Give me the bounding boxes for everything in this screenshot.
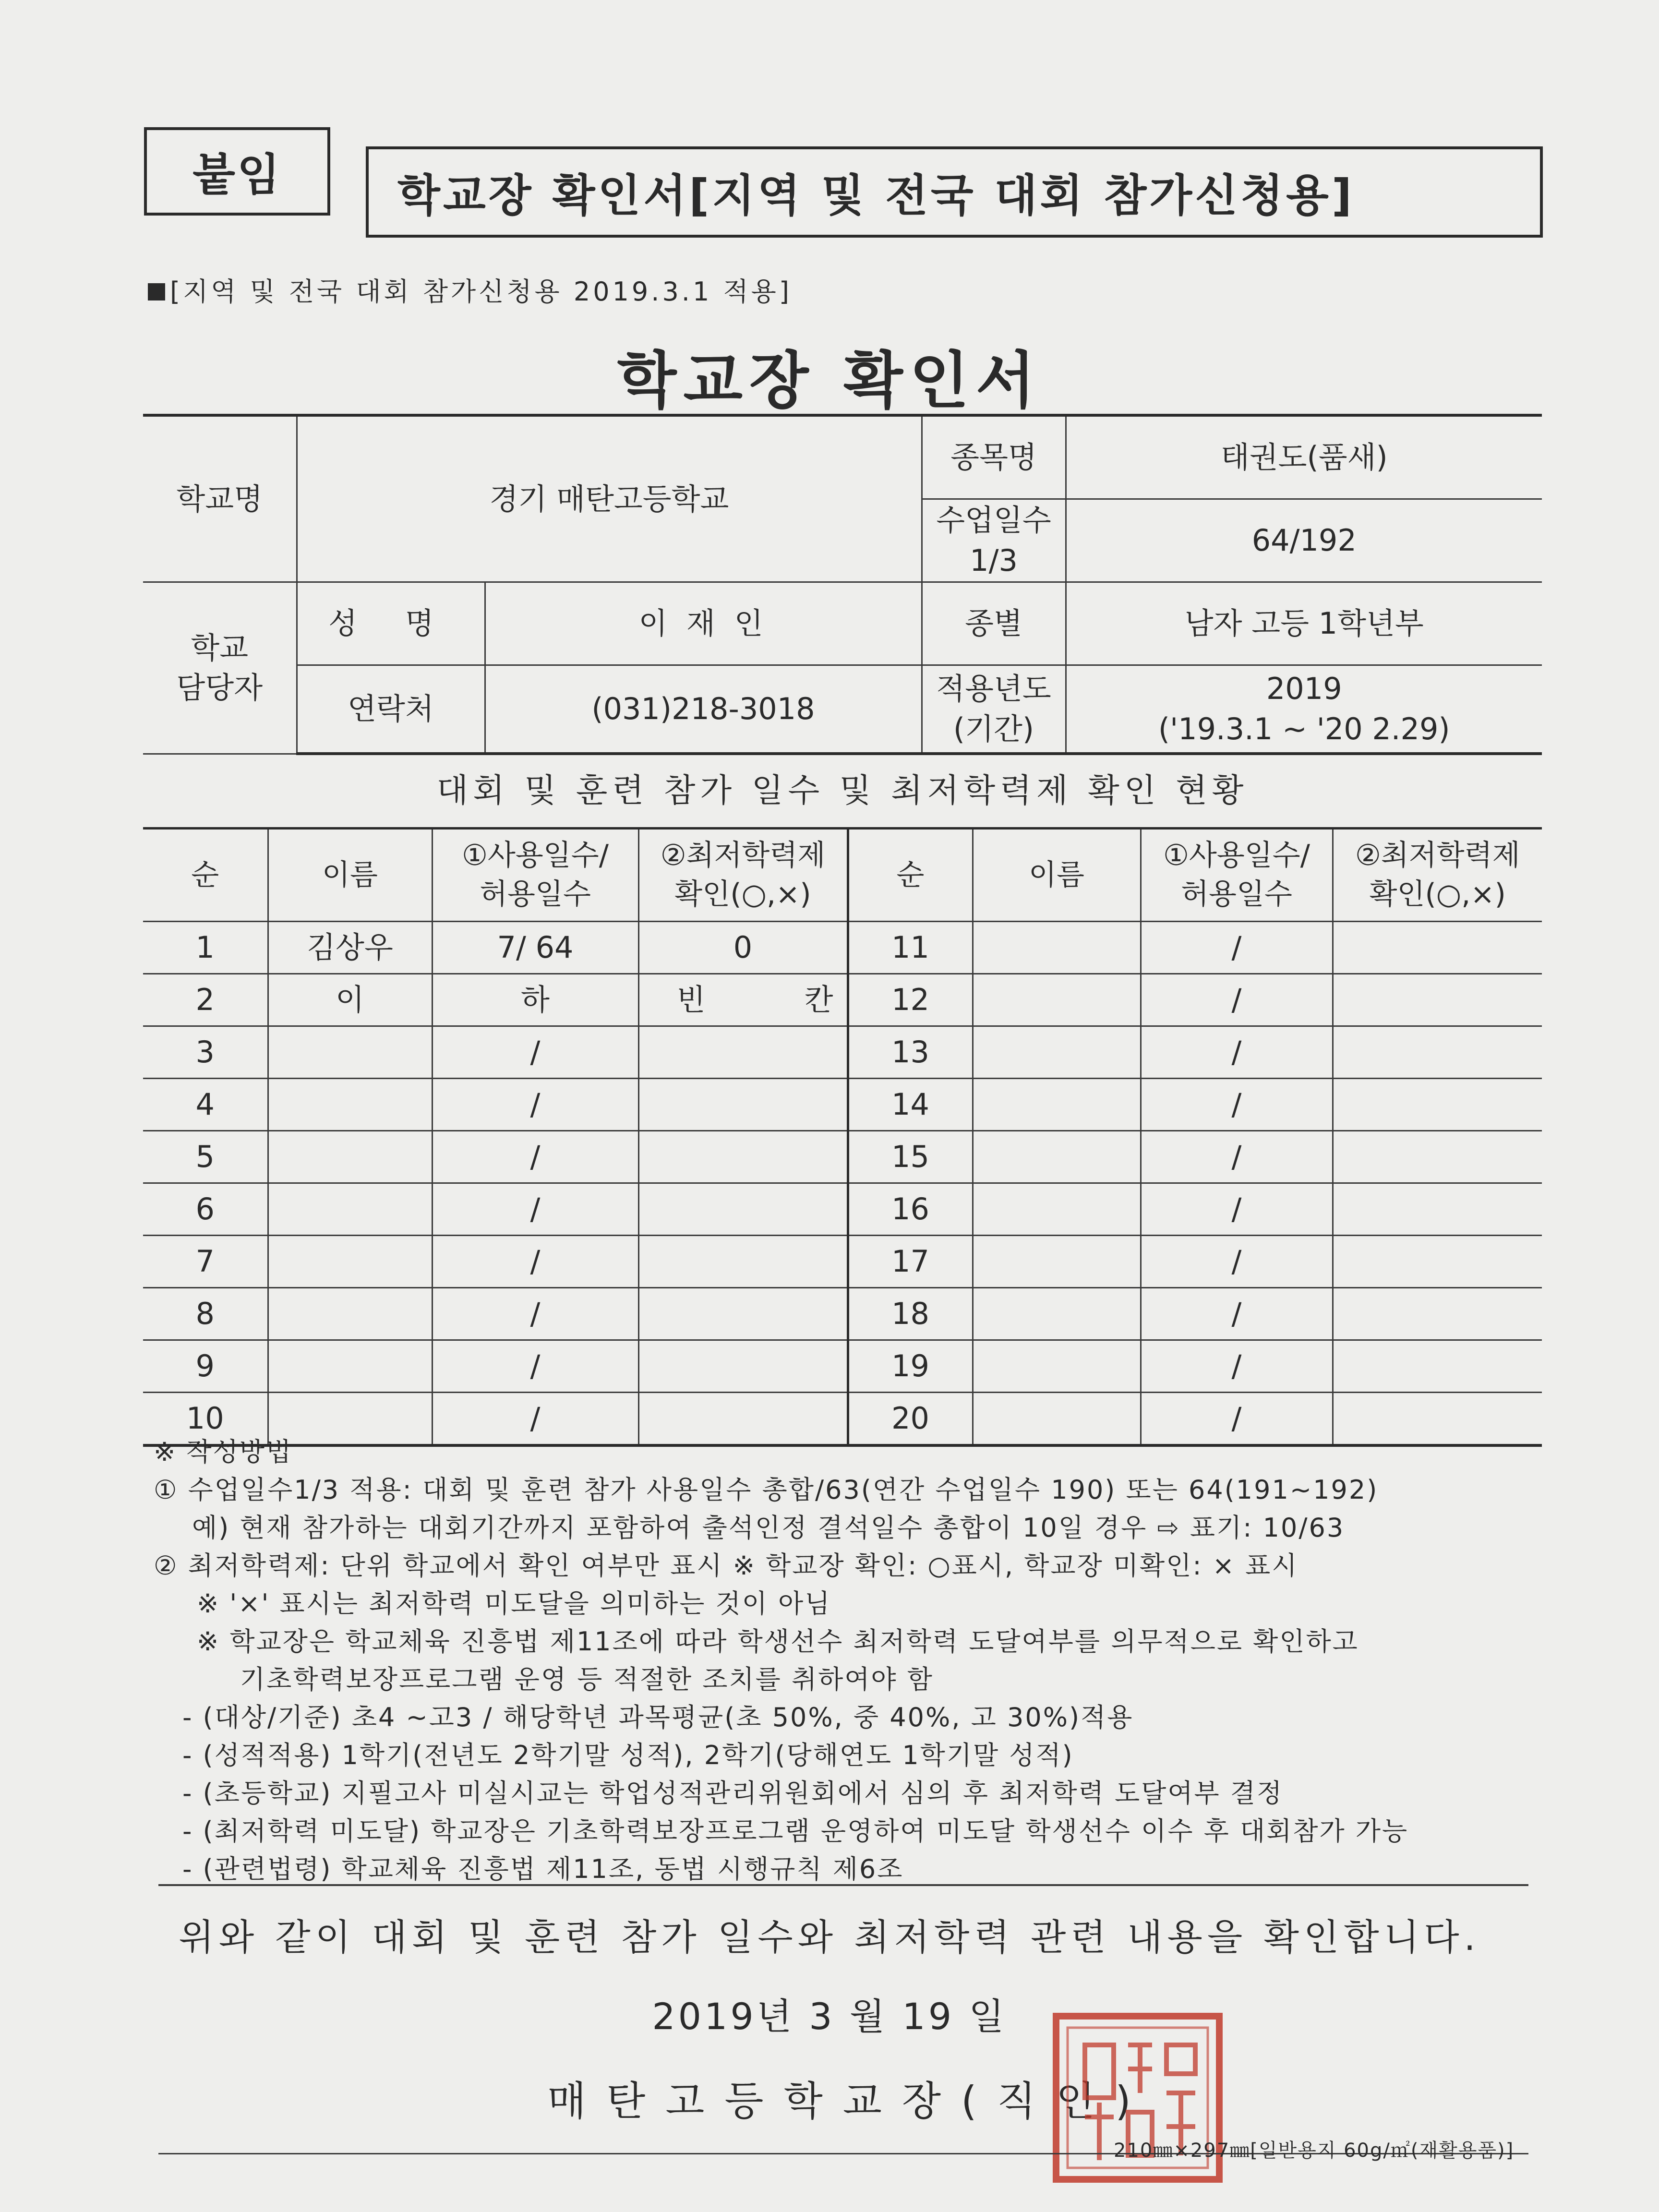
table-row [143,1340,1542,1393]
year-value [1066,665,1542,754]
row-no: 9 [143,1340,268,1393]
row-name [268,1131,432,1183]
col-no: 순 [143,829,268,922]
note-line: - (최저학력 미도달) 학교장은 기초학력보장프로그램 운영하여 미도달 학생선수 이수 후 대회참가 가능 [182,1816,1409,1846]
row-name [268,1236,432,1288]
contact-value: (031)218-3018 [485,665,922,754]
note-line: ② 최저학력제: 단위 학교에서 확인 여부만 표시 ※ 학교장 확인: ○표시, 학교장 미확인: × 표시 [154,1551,1298,1581]
row-check-b: 칸 [804,982,833,1018]
row-days-2: / [1141,1079,1333,1131]
col-check-line2: 확인(○,×) [674,878,811,911]
col-days [432,829,638,922]
row-check [638,974,848,1026]
row-days: / [432,1340,638,1393]
note-line: 기초학력보장프로그램 운영 등 적절한 조치를 취하여야 함 [240,1664,934,1695]
attachment-label: 붙임 [144,127,330,216]
note-line: - (성적적용) 1학기(전년도 2학기말 성적), 2학기(당해연도 1학기말 성적) [182,1740,1074,1770]
row-check [638,1340,848,1393]
row-days: / [432,1183,638,1236]
row-days-2: / [1141,1183,1333,1236]
row-check-2 [1333,1288,1542,1340]
col-days-2-line1: ①사용일수/ [1163,839,1310,872]
col-check-line1: ②최저학력제 [660,839,826,872]
days-label-line1: 수업일수 [936,503,1051,538]
confirmation-text: 위와 같이 대회 및 훈련 참가 일수와 최저학력 관련 내용을 확인합니다. [179,1916,1480,1959]
row-days-2: / [1141,1393,1333,1446]
roster-table [143,827,1542,1447]
year-value-line1: 2019 [1266,671,1342,707]
row-name-2 [973,1183,1141,1236]
row-name [268,1183,432,1236]
sport-value: 태권도(품새) [1066,415,1542,499]
days-value: 64/192 [1066,499,1542,582]
col-days-line2: 허용일수 [480,878,591,911]
year-label-line1: 적용년도 [936,671,1051,707]
school-value: 경기 매탄고등학교 [297,415,922,582]
row-check-spread [639,980,847,1020]
row-no-2: 16 [848,1183,973,1236]
row-no: 5 [143,1131,268,1183]
row-no-2: 11 [848,922,973,974]
table-row [143,1236,1542,1288]
note-line: ※ 작성방법 [154,1437,293,1467]
row-name-2 [973,974,1141,1026]
note-line: - (관련법령) 학교체육 진흥법 제11조, 동법 시행규칙 제6조 [182,1854,904,1884]
row-check [638,1131,848,1183]
row-name-2 [973,922,1141,974]
row-check: 0 [638,922,848,974]
name-value: 이 재 인 [485,582,922,665]
col-check [638,829,848,922]
col-name: 이름 [268,829,432,922]
row-no: 3 [143,1026,268,1079]
table-row [143,1026,1542,1079]
row-no-2: 14 [848,1079,973,1131]
note-line: - (대상/기준) 초4 ~고3 / 해당학년 과목평균(초 50%, 중 40%, 고 30%)적용 [182,1702,1134,1732]
row-name-2 [973,1340,1141,1393]
table-row [143,1131,1542,1183]
row-days: / [432,1236,638,1288]
row-no: 8 [143,1288,268,1340]
name-label: 성 명 [297,582,485,665]
note-line: ※ 학교장은 학교체육 진흥법 제11조에 따라 학생선수 최저학력 도달여부를 의무적으로 확인하고 [197,1626,1359,1657]
row-days: / [432,1288,638,1340]
square-bullet-icon [148,283,165,301]
info-table [143,414,1542,755]
manager-label-line1: 학교 [191,630,249,665]
col-days-2-line2: 허용일수 [1181,878,1292,911]
row-check-2 [1333,1131,1542,1183]
divider [158,1884,1528,1886]
col-check-2-line2: 확인(○,×) [1369,878,1506,911]
table-row [143,974,1542,1026]
row-check [638,1288,848,1340]
row-days-2: / [1141,974,1333,1026]
row-check-2 [1333,1340,1542,1393]
row-no-2: 19 [848,1340,973,1393]
row-no-2: 15 [848,1131,973,1183]
row-check [638,1183,848,1236]
instructions [154,1433,1546,1888]
row-no-2: 12 [848,974,973,1026]
row-no: 6 [143,1183,268,1236]
note-line: ① 수업일수1/3 적용: 대회 및 훈련 참가 사용일수 총합/63(연간 수업일수 190) 또는 64(191~192) [154,1475,1379,1505]
manager-label-line2: 담당자 [176,670,263,706]
row-days: / [432,1393,638,1446]
row-days-2: / [1141,1026,1333,1079]
section-title: 대회 및 훈련 참가 일수 및 최저학력제 확인 현황 [436,772,1249,810]
roster-header-row [143,829,1542,922]
days-label-line2: 1/3 [970,543,1018,578]
col-check-2-line1: ②최저학력제 [1355,839,1520,872]
year-label [922,665,1066,754]
row-no-2: 17 [848,1236,973,1288]
row-days-2: / [1141,1340,1333,1393]
row-no: 4 [143,1079,268,1131]
col-days-line1: ①사용일수/ [462,839,609,872]
row-check-2 [1333,1183,1542,1236]
row-no: 1 [143,922,268,974]
row-no: 2 [143,974,268,1026]
row-check-2 [1333,1079,1542,1131]
row-days-2: / [1141,1288,1333,1340]
row-no-2: 20 [848,1393,973,1446]
note-line: 예) 현재 참가하는 대회기간까지 포함하여 출석인정 결석일수 총합이 10일 경우 ⇨ 표기: 10/63 [192,1513,1345,1543]
document-title: 학교장 확인서 [617,345,1042,417]
header-title: 학교장 확인서[지역 및 전국 대회 참가신청용] [366,146,1543,238]
row-name-2 [973,1079,1141,1131]
col-check-2 [1333,829,1542,922]
division-value: 남자 고등 1학년부 [1066,582,1542,665]
row-name-2 [973,1288,1141,1340]
row-days-2: / [1141,922,1333,974]
manager-label [143,582,297,754]
row-no-2: 13 [848,1026,973,1079]
table-row [143,1079,1542,1131]
row-check [638,1026,848,1079]
row-name: 김상우 [268,922,432,974]
row-days: / [432,1131,638,1183]
row-no-2: 18 [848,1288,973,1340]
table-row [143,1183,1542,1236]
note-line: ※ '×' 표시는 최저학력 미도달을 의미하는 것이 아님 [197,1588,831,1619]
table-row [143,922,1542,974]
col-days-2 [1141,829,1333,922]
subheading-text: [지역 및 전국 대회 참가신청용 2019.3.1 적용] [170,276,792,307]
row-name: 이 [268,974,432,1026]
row-no: 10 [143,1393,268,1446]
issue-date: 2019년 3 월 19 일 [652,1995,1007,2038]
row-name-2 [973,1131,1141,1183]
school-label: 학교명 [143,415,297,582]
year-value-line2: ('19.3.1 ~ '20 2.29) [1158,711,1450,746]
row-name [268,1340,432,1393]
contact-label: 연락처 [297,665,485,754]
row-check-2 [1333,1236,1542,1288]
row-days: 7/ 64 [432,922,638,974]
division-label: 종별 [922,582,1066,665]
row-name-2 [973,1236,1141,1288]
row-check-a: 빈 [676,982,706,1018]
row-days: / [432,1026,638,1079]
row-name [268,1026,432,1079]
subheading [148,271,792,308]
row-name [268,1079,432,1131]
table-row [143,1288,1542,1340]
col-no-2: 순 [848,829,973,922]
row-name-2 [973,1026,1141,1079]
row-days: 하 [432,974,638,1026]
row-name [268,1288,432,1340]
row-check [638,1079,848,1131]
col-name-2: 이름 [973,829,1141,922]
confirmation-form [143,414,1542,1447]
row-check-2 [1333,1026,1542,1079]
row-no: 7 [143,1236,268,1288]
row-days: / [432,1079,638,1131]
note-line: - (초등학교) 지필고사 미실시교는 학업성적관리위원회에서 심의 후 최저학력 도달여부 결정 [182,1778,1284,1808]
row-check-2 [1333,922,1542,974]
principal-signature-line: 매탄고등학교장(직인) [547,2078,1151,2125]
row-days-2: / [1141,1131,1333,1183]
paper-spec: 210㎜×297㎜[일반용지 60g/㎡(재활용품)] [1114,2140,1515,2162]
days-label [922,499,1066,582]
year-label-line2: (기간) [953,711,1034,746]
row-days-2: / [1141,1236,1333,1288]
sport-label: 종목명 [922,415,1066,499]
row-check-2 [1333,974,1542,1026]
row-check [638,1236,848,1288]
